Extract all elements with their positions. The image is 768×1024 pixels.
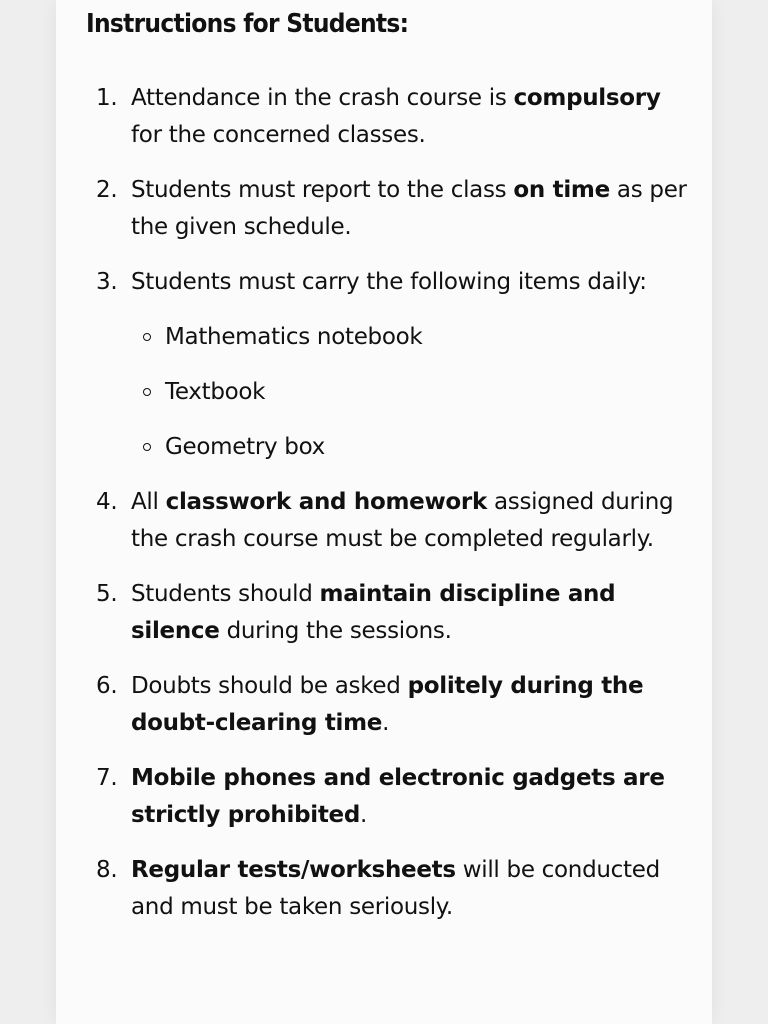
item-text bbox=[131, 85, 661, 148]
item-number: 6. bbox=[96, 673, 118, 699]
emphasis-text: classwork and homework bbox=[165, 489, 487, 515]
text-run: . bbox=[360, 802, 368, 828]
item-number: 7. bbox=[96, 765, 118, 791]
text-run: All bbox=[131, 489, 166, 515]
item-text bbox=[131, 673, 643, 736]
list-item bbox=[131, 429, 696, 466]
circle-bullet-icon bbox=[143, 333, 151, 341]
emphasis-text: politely during the doubt-clearing time bbox=[131, 673, 644, 736]
instruction-item-3 bbox=[96, 264, 696, 466]
page-title: Instructions for Students: bbox=[86, 9, 409, 39]
text-run: will be conducted and must be taken seriously. bbox=[131, 857, 660, 920]
circle-bullet-icon bbox=[143, 443, 151, 451]
emphasis-text: Regular tests/worksheets bbox=[131, 857, 456, 883]
item-number: 4. bbox=[96, 489, 118, 515]
item-text bbox=[131, 177, 687, 240]
emphasis-text: on time bbox=[513, 177, 610, 203]
emphasis-text: maintain discipline and silence bbox=[131, 581, 616, 644]
instruction-item-2 bbox=[96, 172, 696, 246]
item-number: 1. bbox=[96, 85, 118, 111]
item-number: 8. bbox=[96, 857, 118, 883]
list-item-label: Mathematics notebook bbox=[165, 324, 423, 350]
emphasis-text: compulsory bbox=[513, 85, 661, 111]
text-run: Attendance in the crash course is bbox=[131, 85, 514, 111]
list-item bbox=[131, 319, 696, 356]
item-text bbox=[131, 489, 673, 552]
instruction-item-7 bbox=[96, 760, 696, 834]
instruction-item-5 bbox=[96, 576, 696, 650]
circle-bullet-icon bbox=[143, 388, 151, 396]
item-text bbox=[131, 581, 615, 644]
item-number: 2. bbox=[96, 177, 118, 203]
instruction-item-8 bbox=[96, 852, 696, 926]
item-number: 3. bbox=[96, 269, 118, 295]
instruction-item-1 bbox=[96, 80, 696, 154]
item-text bbox=[131, 857, 660, 920]
item-text bbox=[131, 765, 665, 828]
text-run: for the concerned classes. bbox=[131, 122, 426, 148]
instruction-item-6 bbox=[96, 668, 696, 742]
text-run: as per the given schedule. bbox=[131, 177, 687, 240]
item-text bbox=[131, 269, 647, 295]
items-to-carry-list bbox=[131, 319, 696, 466]
list-item bbox=[131, 374, 696, 411]
instruction-item-4 bbox=[96, 484, 696, 558]
text-run: . bbox=[382, 710, 390, 736]
text-run: assigned during the crash course must be completed regularly. bbox=[131, 489, 674, 552]
text-run: Students must carry the following items daily: bbox=[131, 269, 647, 295]
emphasis-text: Mobile phones and electronic gadgets are strictly prohibited bbox=[131, 765, 665, 828]
instructions-list bbox=[96, 80, 696, 944]
list-item-label: Geometry box bbox=[165, 434, 325, 460]
text-run: Doubts should be asked bbox=[131, 673, 408, 699]
text-run: Students should bbox=[131, 581, 320, 607]
text-run: Students must report to the class bbox=[131, 177, 514, 203]
item-number: 5. bbox=[96, 581, 118, 607]
list-item-label: Textbook bbox=[165, 379, 266, 405]
text-run: during the sessions. bbox=[219, 618, 452, 644]
